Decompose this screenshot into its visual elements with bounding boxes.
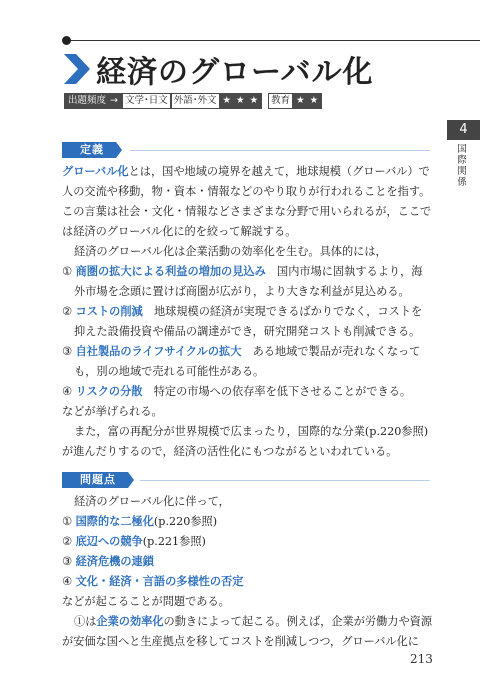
list-item: ① 商圏の拡大による利益の増加の見込み 国内市場に固執するより，海 bbox=[62, 265, 423, 278]
list-item: ② 底辺への競争(p.221参照) bbox=[62, 535, 206, 548]
list-item: ② コストの削減 地球規模の経済が実現できるばかりでなく，コストを bbox=[62, 305, 423, 318]
exam-frequency-bar bbox=[64, 93, 322, 109]
chapter-number-tab[interactable]: 4 bbox=[447, 120, 480, 140]
section-badge-definition: 定義 bbox=[62, 142, 116, 158]
page-title: 経済のグローバル化 bbox=[96, 55, 374, 90]
paragraph-line: 経済のグローバル化に伴って， bbox=[74, 495, 230, 508]
list-item-heading: リスクの分散 bbox=[75, 385, 143, 398]
paragraph-line: ①は企業の効率化の動きによって起こる。例えば，企業が労働力や資源 bbox=[74, 615, 433, 628]
list-item-continued: 外市場を念頭に置けば商圏が広がり，より大きな利益が見込める。 bbox=[74, 285, 410, 298]
star-rating-1: ★ ★ ★ bbox=[220, 93, 263, 109]
list-item: ① 国際的な二極化(p.220参照) bbox=[62, 515, 218, 528]
list-item-heading: 文化・経済・言語の多様性の否定 bbox=[75, 575, 244, 588]
paragraph-line: などが起こることが問題である。 bbox=[62, 595, 230, 608]
star-rating-2: ★ ★ bbox=[293, 93, 322, 109]
list-item-heading: 経済危機の連鎖 bbox=[75, 555, 154, 568]
paragraph-line: 人の交流や移動，物・資本・情報などのやり取りが行われることを指す。 bbox=[62, 185, 431, 198]
field-tag-foreign-language: 外語･外文 bbox=[171, 93, 220, 109]
top-rule bbox=[66, 40, 480, 41]
section-rule bbox=[140, 480, 430, 481]
list-item-heading: コストの削減 bbox=[75, 305, 143, 318]
list-item-continued: 抑えた設備投資や備品の調達ができ，研究開発コストも削減できる。 bbox=[74, 325, 421, 338]
paragraph-line: 経済のグローバル化は企業活動の効率化を生む。具体的には， bbox=[74, 245, 387, 258]
chapter-title-vertical: 国 際 関 係 bbox=[457, 144, 467, 188]
chevron-right-icon bbox=[62, 52, 92, 86]
paragraph-line: などが挙げられる。 bbox=[62, 405, 163, 418]
top-dot bbox=[62, 36, 71, 45]
list-item-heading: 自社製品のライフサイクルの拡大 bbox=[75, 345, 242, 358]
field-tag-education: 教育 bbox=[268, 93, 293, 109]
list-item: ③ 自社製品のライフサイクルの拡大 ある地域で製品が売れなくなって bbox=[62, 345, 421, 358]
list-item: ④ 文化・経済・言語の多様性の否定 bbox=[62, 575, 244, 588]
paragraph-line: また，富の再配分が世界規模で広まったり，国際的な分業(p.220参照) bbox=[74, 425, 429, 438]
paragraph-line: が安価な国へと生産拠点を移してコストを削減しつつ，グローバル化に bbox=[62, 635, 419, 648]
list-item-continued: も，別の地域で売れる可能性がある。 bbox=[74, 365, 265, 378]
list-item-heading: 底辺への競争 bbox=[75, 535, 143, 548]
list-item: ④ リスクの分散 特定の市場への依存率を低下させることができる。 bbox=[62, 385, 412, 398]
frequency-label: 出題頻度 bbox=[64, 93, 110, 109]
list-item-heading: 国際的な二極化 bbox=[75, 515, 154, 528]
key-term: グローバル化 bbox=[62, 165, 129, 178]
arrow-right-icon: → bbox=[110, 93, 122, 109]
paragraph-line: グローバル化とは，国や地域の境界を越えて，地球規模（グローバル）で bbox=[62, 165, 430, 178]
paragraph-line: この言葉は社会・文化・情報などさまざまな分野で用いられるが，ここで bbox=[62, 205, 432, 218]
list-item-heading: 商圏の拡大による利益の増加の見込み bbox=[75, 265, 266, 278]
section-rule bbox=[130, 150, 430, 151]
paragraph-line: は経済のグローバル化に的を絞って解説する。 bbox=[62, 225, 297, 238]
section-badge-problems: 問題点 bbox=[62, 472, 128, 488]
list-item: ③ 経済危機の連鎖 bbox=[62, 555, 154, 568]
field-tag-literature: 文学･日文 bbox=[122, 93, 171, 109]
key-term: 企業の効率化 bbox=[96, 615, 164, 628]
page-number: 213 bbox=[410, 652, 433, 666]
paragraph-line: が進んだりするので，経済の活性化にもつながるといわれている。 bbox=[62, 445, 398, 458]
